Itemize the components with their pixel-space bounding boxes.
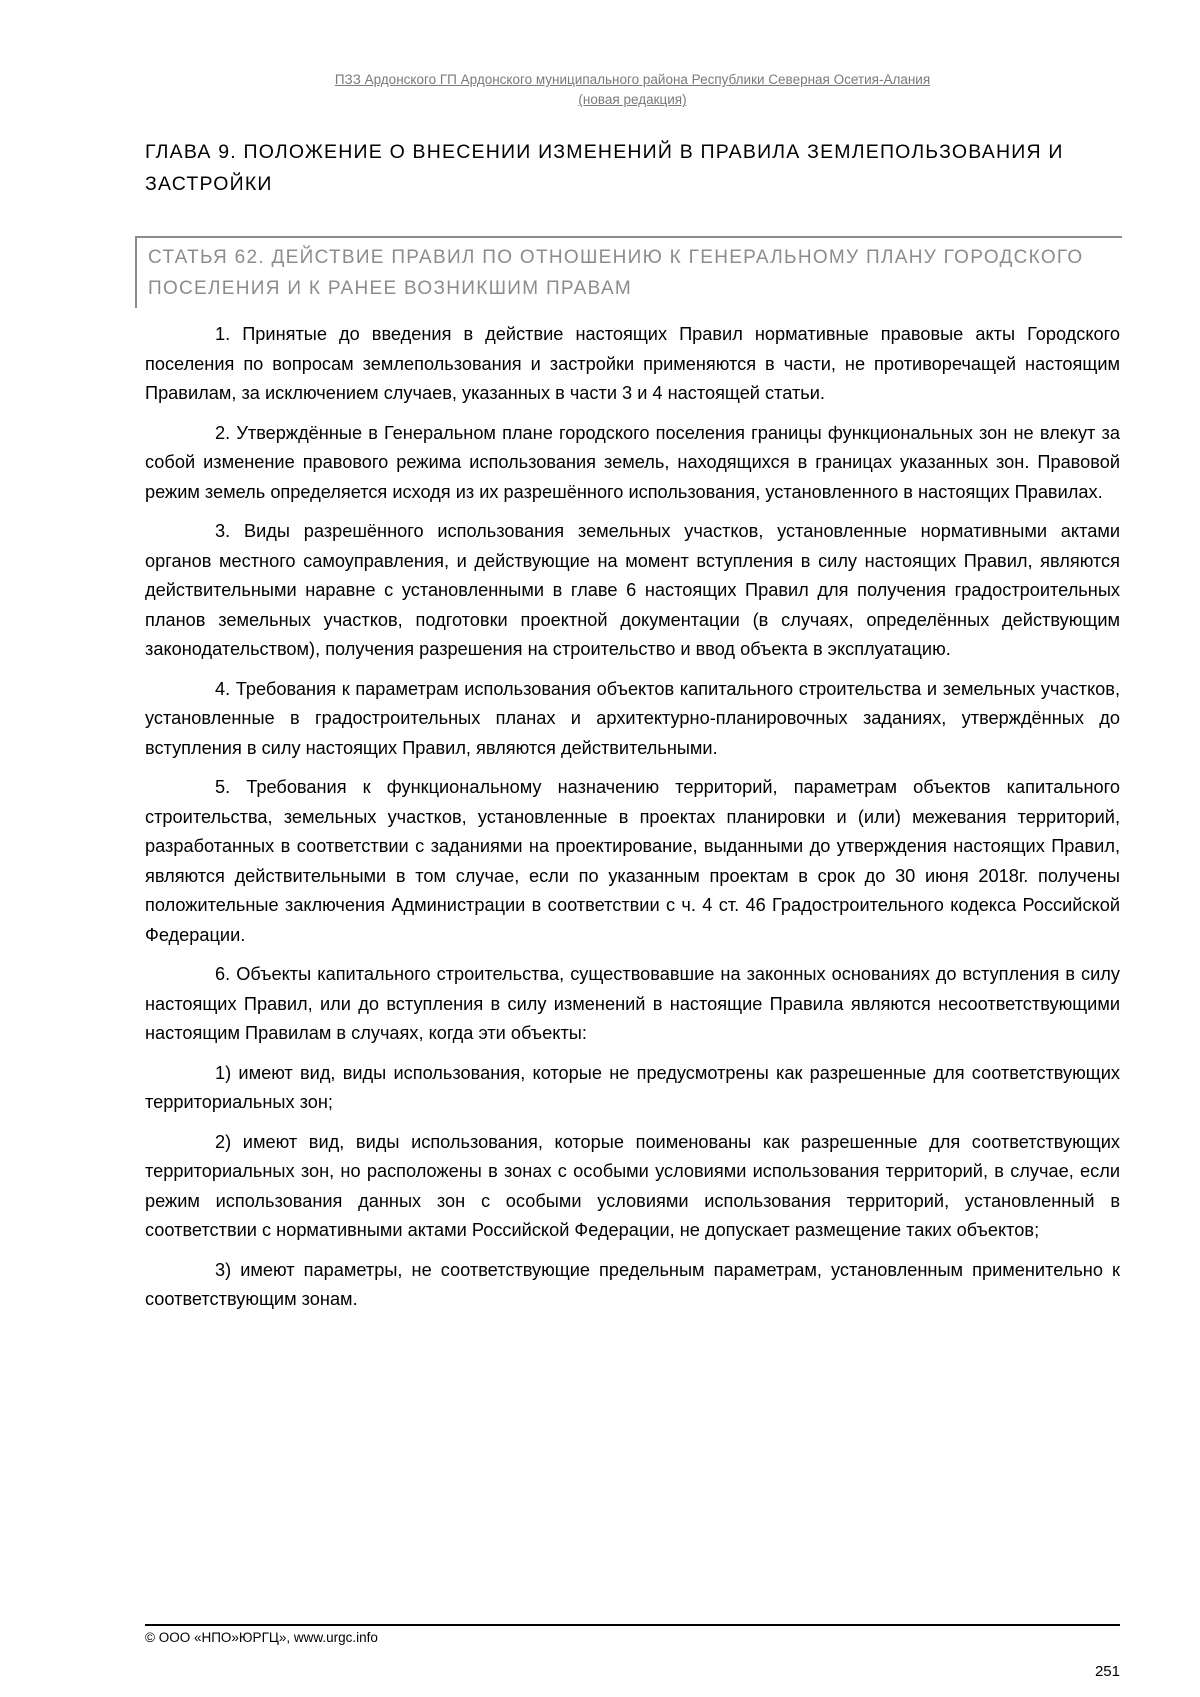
article-heading-box bbox=[135, 236, 1122, 308]
paragraph-4: 4. Требования к параметрам использования объектов капитального строительства и земельных участков, установленные в градостроительных планах и архитектурно-планировочных заданиях, утверждённых до вступления в силу настоящих Правил, являются действительными. bbox=[145, 678, 1120, 758]
paragraph-1: 1. Принятые до введения в действие настоящих Правил нормативные правовые акты Городского поселения по вопросам землепользования и застройки применяются в части, не противоречащей настоящим Правилам, за исключением случаев, указанных в части 3 и 4 настоящей статьи. bbox=[145, 324, 1120, 403]
header-line-1: ПЗЗ Ардонского ГП Ардонского муниципального района Республики Северная Осетия-Алания bbox=[334, 72, 931, 87]
list-item-2: 2) имеют вид, виды использования, которые поименованы как разрешенные для соответствующих территориальных зон, но расположены в зонах с особыми условиями использования территорий, в случае, если режим использования данных зон с особыми условиями использования территорий, установленный в соответствии с нормативными актами Российской Федерации, не допускает размещение таких объектов; bbox=[145, 1131, 1120, 1240]
paragraph-5: 5. Требования к функциональному назначению территорий, параметрам объектов капитального строительства, земельных участков, установленные в проектах планировки и (или) межевания территорий, разработанных в соответствии с заданиями на проектирование, выданными до утверждения настоящих Правил, являются действительными в том случае, если по указанным проектам в срок до 30 июня 2018г. получены положительные заключения Администрации в соответствии с ч. 4 ст. 46 Градостроительного кодекса Российской Федерации. bbox=[145, 777, 1120, 945]
list-item-3: 3) имеют параметры, не соответствующие предельным параметрам, установленным применительно к соответствующим зонам. bbox=[145, 1259, 1120, 1309]
page-footer bbox=[145, 1624, 1120, 1680]
chapter-title: ГЛАВА 9. ПОЛОЖЕНИЕ О ВНЕСЕНИИ ИЗМЕНЕНИЙ В ПРАВИЛА ЗЕМЛЕПОЛЬЗОВАНИЯ И ЗАСТРОЙКИ bbox=[145, 141, 1064, 195]
page-header bbox=[145, 70, 1120, 110]
footer-copyright: © ООО «НПО»ЮРГЦ», www.urgc.info bbox=[145, 1630, 378, 1645]
paragraph-2: 2. Утверждённые в Генеральном плане городского поселения границы функциональных зон не влекут за собой изменение правового режима использования земель, находящихся в границах указанных зон. Правовой режим земель определяется исходя из их разрешённого использования, установленного в настоящих Правилах. bbox=[145, 422, 1120, 502]
article-title: СТАТЬЯ 62. ДЕЙСТВИЕ ПРАВИЛ ПО ОТНОШЕНИЮ К ГЕНЕРАЛЬНОМУ ПЛАНУ ГОРОДСКОГО ПОСЕЛЕНИЯ И К РАНЕЕ ВОЗНИКШИМ ПРАВАМ bbox=[148, 247, 1084, 299]
header-line-2: (новая редакция) bbox=[578, 92, 687, 107]
page-number: 251 bbox=[1094, 1663, 1120, 1680]
paragraph-3: 3. Виды разрешённого использования земельных участков, установленные нормативными актами органов местного самоуправления, и действующие на момент вступления в силу настоящих Правил, являются действительными наравне с установленными в главе 6 настоящих Правил для получения градостроительных планов земельных участков, подготовки проектной документации (в случаях, определённых действующим законодательством), получения разрешения на строительство и ввод объекта в эксплуатацию. bbox=[145, 521, 1120, 659]
paragraph-6: 6. Объекты капитального строительства, существовавшие на законных основаниях до вступления в силу настоящих Правил, или до вступления в силу изменений в настоящие Правила являются несоответствующими настоящим Правилам в случаях, когда эти объекты: bbox=[145, 964, 1120, 1043]
article-body bbox=[145, 320, 1120, 1325]
list-item-1: 1) имеют вид, виды использования, которые не предусмотрены как разрешенные для соответствующих территориальных зон; bbox=[145, 1062, 1120, 1112]
